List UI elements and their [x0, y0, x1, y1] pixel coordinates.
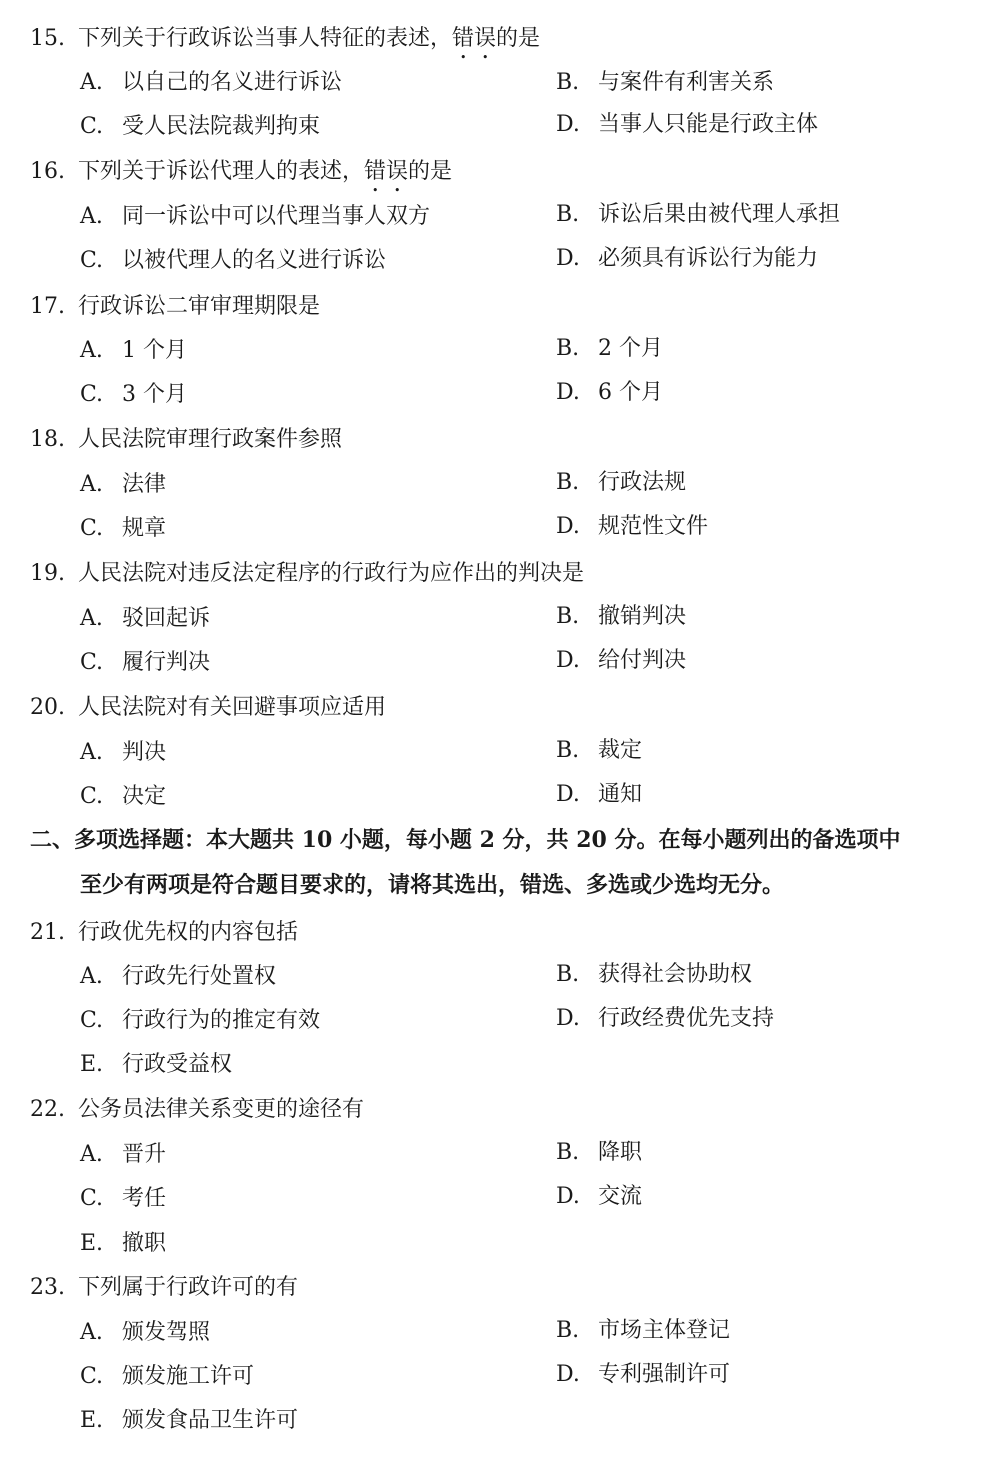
option-label: C. [80, 1364, 104, 1389]
option-16c [80, 246, 386, 276]
option-20b [556, 736, 642, 766]
option-label: C. [80, 1186, 104, 1211]
option-label: B. [556, 604, 580, 629]
option-23d [556, 1360, 730, 1390]
option-label: C. [80, 650, 104, 675]
option-21c [80, 1006, 320, 1036]
option-16a [80, 202, 430, 232]
option-label: D. [556, 1006, 580, 1031]
option-22a [80, 1140, 166, 1170]
option-label: C. [80, 784, 104, 809]
option-17d [556, 378, 663, 408]
option-text: 以被代理人的名义进行诉讼 [122, 248, 387, 273]
option-text: 给付判决 [598, 648, 687, 673]
emphasized-word: 错误 [364, 159, 409, 184]
option-label: B. [556, 470, 580, 495]
option-19d [556, 646, 686, 676]
option-text: 颁发施工许可 [122, 1364, 255, 1389]
question-stem: 下列关于诉讼代理人的表述， [78, 159, 365, 184]
option-label: E. [80, 1052, 104, 1077]
option-text: 决定 [122, 784, 167, 809]
option-20d [556, 780, 642, 810]
option-22c [80, 1184, 166, 1214]
option-18d [556, 512, 708, 542]
option-15a [80, 68, 342, 98]
question-22 [30, 1095, 364, 1125]
question-stem: 下列关于行政诉讼当事人特征的表述， [78, 26, 453, 51]
option-23a [80, 1318, 210, 1348]
option-17a [80, 336, 187, 366]
option-label: C. [80, 1008, 104, 1033]
question-number: 20. [30, 695, 65, 720]
option-23e [80, 1406, 298, 1436]
option-15b [556, 68, 774, 98]
option-18b [556, 468, 686, 498]
option-22b [556, 1138, 642, 1168]
option-21d [556, 1004, 774, 1034]
option-label: A. [80, 740, 103, 765]
option-text: 撤销判决 [598, 604, 687, 629]
section-heading-line2: 至少有两项是符合题目要求的，请将其选出，错选、多选或少选均无分。 [80, 872, 785, 898]
question-number: 15. [30, 26, 65, 51]
option-label: D. [556, 1184, 580, 1209]
option-text: 行政经费优先支持 [598, 1006, 775, 1031]
option-text: 获得社会协助权 [598, 962, 753, 987]
option-text: 规范性文件 [598, 514, 709, 539]
option-label: E. [80, 1231, 104, 1256]
option-label: D. [556, 648, 580, 673]
option-text: 撤职 [122, 1231, 167, 1256]
option-text: 裁定 [598, 738, 643, 763]
emphasized-word: 错误 [452, 26, 497, 51]
question-stem: 人民法院对有关回避事项应适用 [78, 695, 387, 720]
question-stem: 人民法院对违反法定程序的行政行为应作出的判决是 [78, 561, 585, 586]
option-label: B. [556, 336, 580, 361]
option-15c [80, 112, 320, 142]
option-text: 颁发驾照 [122, 1320, 211, 1345]
question-stem-end: 的是 [496, 26, 541, 51]
option-18a [80, 470, 166, 500]
option-21e [80, 1050, 232, 1080]
option-text: 履行判决 [122, 650, 211, 675]
option-text: 3 个月 [122, 382, 187, 407]
option-label: D. [556, 782, 580, 807]
option-text: 通知 [598, 782, 643, 807]
option-label: A. [80, 606, 103, 631]
question-19 [30, 559, 584, 589]
option-19a [80, 604, 210, 634]
option-label: D. [556, 380, 580, 405]
option-label: A. [80, 204, 103, 229]
option-23b [556, 1316, 730, 1346]
question-stem: 行政诉讼二审审理期限是 [78, 294, 321, 319]
question-17 [30, 292, 320, 322]
question-stem: 公务员法律关系变更的途径有 [78, 1097, 365, 1122]
question-number: 23. [30, 1275, 65, 1300]
question-stem: 下列属于行政许可的有 [78, 1275, 299, 1300]
option-label: A. [80, 1142, 103, 1167]
question-number: 16. [30, 159, 65, 184]
question-number: 17. [30, 294, 65, 319]
option-text: 以自己的名义进行诉讼 [122, 70, 343, 95]
option-text: 判决 [122, 740, 167, 765]
option-label: A. [80, 1320, 103, 1345]
option-18c [80, 514, 166, 544]
option-text: 规章 [122, 516, 167, 541]
option-label: E. [80, 1408, 104, 1433]
option-text: 法律 [122, 472, 167, 497]
option-20a [80, 738, 166, 768]
option-text: 市场主体登记 [598, 1318, 731, 1343]
option-17b [556, 334, 663, 364]
option-21b [556, 960, 752, 990]
option-text: 1 个月 [122, 338, 187, 363]
option-text: 必须具有诉讼行为能力 [598, 246, 819, 271]
option-label: A. [80, 338, 103, 363]
option-label: B. [556, 1140, 580, 1165]
option-text: 6 个月 [598, 380, 663, 405]
option-label: D. [556, 1362, 580, 1387]
question-number: 22. [30, 1097, 65, 1122]
option-label: A. [80, 472, 103, 497]
question-23 [30, 1273, 298, 1303]
option-text: 降职 [598, 1140, 643, 1165]
option-20c [80, 782, 166, 812]
option-text: 诉讼后果由被代理人承担 [598, 202, 841, 227]
option-22e [80, 1229, 166, 1259]
question-stem: 人民法院审理行政案件参照 [78, 427, 343, 452]
option-21a [80, 962, 276, 992]
section-heading-line1: 二、多项选择题：本大题共 10 小题，每小题 2 分，共 20 分。在每小题列出的备选项中 [30, 827, 901, 853]
question-stem-end: 的是 [408, 159, 453, 184]
option-label: B. [556, 1318, 580, 1343]
option-text: 考任 [122, 1186, 167, 1211]
option-label: A. [80, 964, 103, 989]
option-label: B. [556, 70, 580, 95]
question-16 [30, 157, 452, 197]
option-label: D. [556, 514, 580, 539]
question-21 [30, 918, 298, 948]
question-number: 21. [30, 920, 65, 945]
option-text: 与案件有利害关系 [598, 70, 775, 95]
option-16b [556, 200, 840, 230]
option-label: B. [556, 962, 580, 987]
option-19b [556, 602, 686, 632]
option-text: 2 个月 [598, 336, 663, 361]
option-label: A. [80, 70, 103, 95]
question-number: 18. [30, 427, 65, 452]
option-text: 晋升 [122, 1142, 167, 1167]
option-text: 交流 [598, 1184, 643, 1209]
option-text: 驳回起诉 [122, 606, 211, 631]
option-label: C. [80, 382, 104, 407]
option-text: 行政行为的推定有效 [122, 1008, 321, 1033]
option-label: B. [556, 738, 580, 763]
option-label: D. [556, 246, 580, 271]
option-text: 行政法规 [598, 470, 687, 495]
option-15d [556, 110, 818, 140]
option-label: C. [80, 248, 104, 273]
option-17c [80, 380, 187, 410]
option-text: 颁发食品卫生许可 [122, 1408, 299, 1433]
option-text: 受人民法院裁判拘束 [122, 114, 321, 139]
question-20 [30, 693, 386, 723]
option-label: B. [556, 202, 580, 227]
option-text: 当事人只能是行政主体 [598, 112, 819, 137]
option-label: C. [80, 516, 104, 541]
option-text: 专利强制许可 [598, 1362, 731, 1387]
option-22d [556, 1182, 642, 1212]
option-16d [556, 244, 818, 274]
option-text: 同一诉讼中可以代理当事人双方 [122, 204, 431, 229]
option-label: C. [80, 114, 104, 139]
question-number: 19. [30, 561, 65, 586]
question-15 [30, 24, 540, 64]
option-label: D. [556, 112, 580, 137]
option-text: 行政先行处置权 [122, 964, 277, 989]
option-text: 行政受益权 [122, 1052, 233, 1077]
option-23c [80, 1362, 254, 1392]
question-18 [30, 425, 342, 455]
question-stem: 行政优先权的内容包括 [78, 920, 299, 945]
option-19c [80, 648, 210, 678]
